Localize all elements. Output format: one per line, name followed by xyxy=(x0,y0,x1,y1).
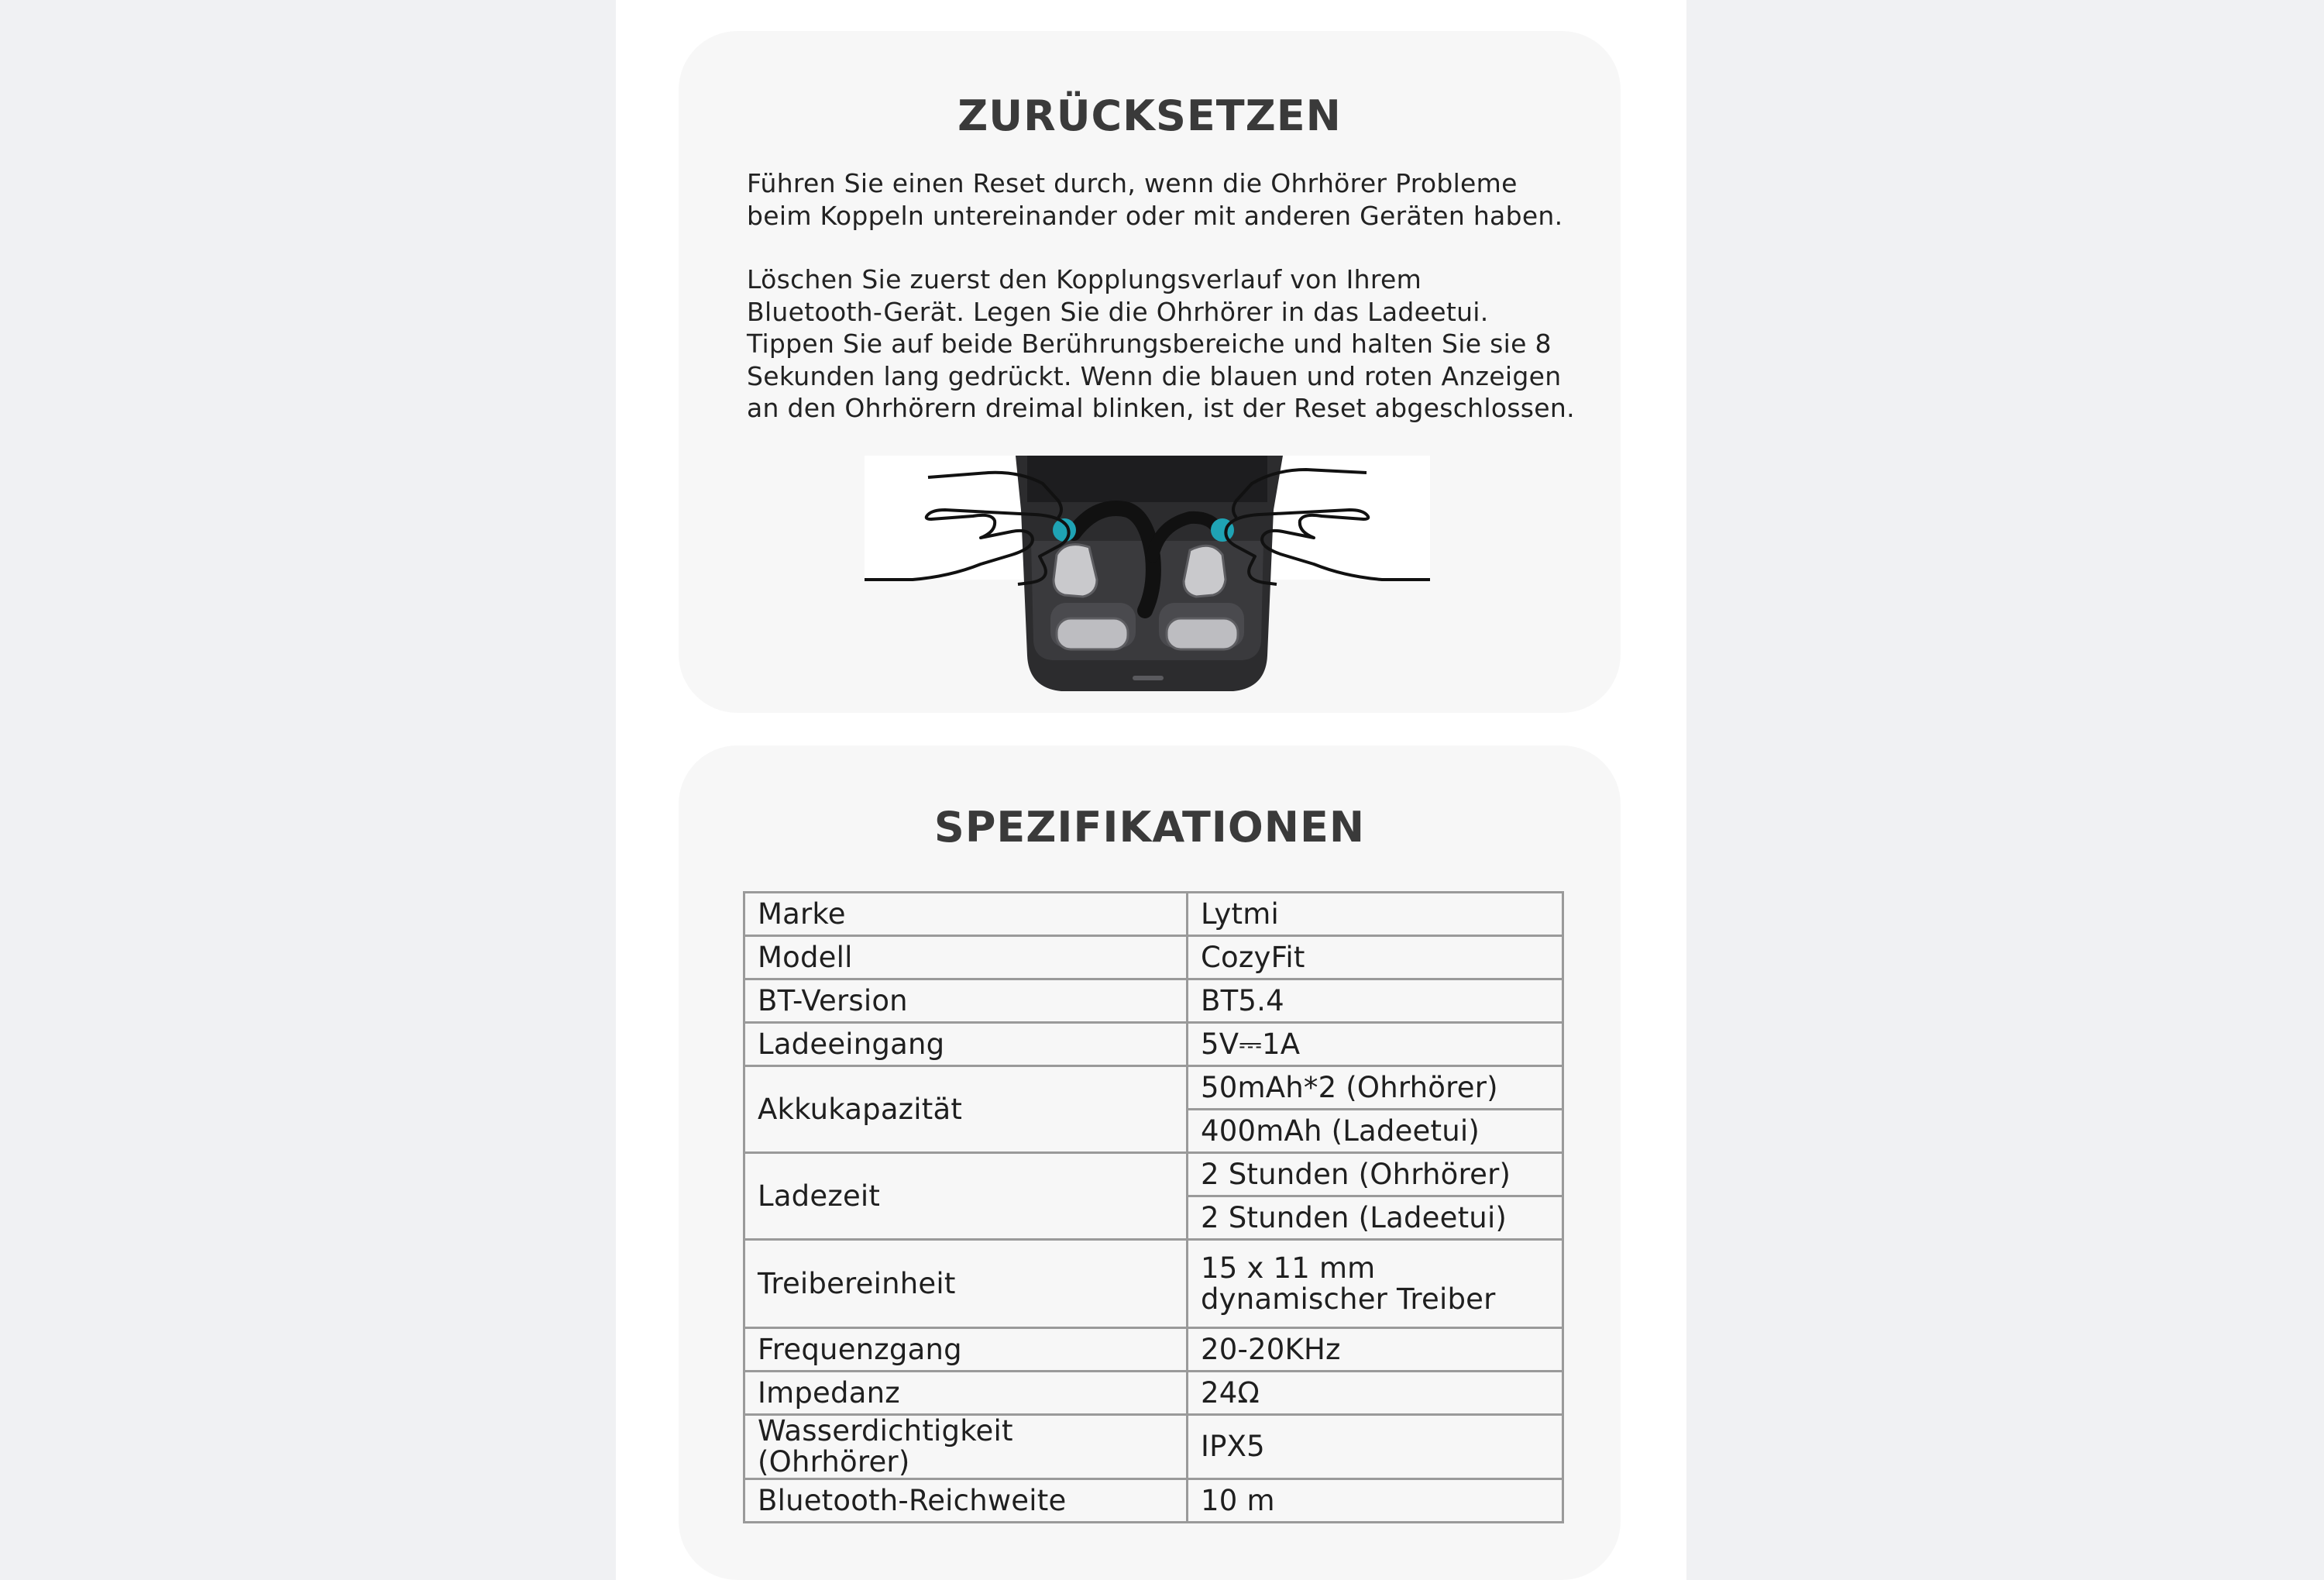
spec-value: 10 m xyxy=(1188,1479,1563,1523)
spec-label: Ladezeit xyxy=(744,1153,1188,1240)
spec-value: 15 x 11 mm dynamischer Treiber xyxy=(1188,1240,1563,1328)
spec-label: Wasserdichtigkeit (Ohrhörer) xyxy=(744,1415,1188,1479)
table-row xyxy=(744,936,1563,979)
spec-value: CozyFit xyxy=(1188,936,1563,979)
table-row xyxy=(744,1153,1563,1196)
table-row xyxy=(744,1372,1563,1415)
spec-label: Akkukapazität xyxy=(744,1066,1188,1153)
table-row xyxy=(744,1066,1563,1110)
reset-title: ZURÜCKSETZEN xyxy=(957,91,1342,140)
spec-value: 20-20KHz xyxy=(1188,1328,1563,1372)
page xyxy=(616,0,1686,1580)
spec-value: IPX5 xyxy=(1188,1415,1563,1479)
spec-label: BT-Version xyxy=(744,979,1188,1023)
spec-label: Bluetooth-Reichweite xyxy=(744,1479,1188,1523)
spec-value: 50mAh*2 (Ohrhörer) xyxy=(1188,1066,1563,1110)
spec-value: BT5.4 xyxy=(1188,979,1563,1023)
spec-label: Modell xyxy=(744,936,1188,979)
table-row xyxy=(744,1240,1563,1328)
spec-value: 2 Stunden (Ladeetui) xyxy=(1188,1196,1563,1240)
spec-value: 24Ω xyxy=(1188,1372,1563,1415)
specs-table xyxy=(743,891,1564,1523)
specs-card xyxy=(679,745,1621,1580)
specs-title: SPEZIFIKATIONEN xyxy=(933,803,1366,852)
table-row xyxy=(744,893,1563,936)
reset-card xyxy=(679,31,1621,713)
table-row xyxy=(744,979,1563,1023)
spec-label: Treibereinheit xyxy=(744,1240,1188,1328)
table-row xyxy=(744,1328,1563,1372)
table-row xyxy=(744,1479,1563,1523)
spec-label: Marke xyxy=(744,893,1188,936)
earbuds-case-reset-illustration-icon xyxy=(865,456,1430,697)
spec-value: 5V⎓1A xyxy=(1188,1023,1563,1066)
reset-intro-text: Führen Sie einen Reset durch, wenn die Ohrhörer Probleme beim Koppeln untereinander oder mit anderen Geräten haben. xyxy=(747,168,1563,231)
spec-value: Lytmi xyxy=(1188,893,1563,936)
spec-label: Impedanz xyxy=(744,1372,1188,1415)
table-row xyxy=(744,1023,1563,1066)
reset-instructions-text: Löschen Sie zuerst den Kopplungsverlauf von Ihrem Bluetooth-Gerät. Legen Sie die Ohrhörer in das Ladeetui. Tippen Sie auf beide Berührungsbereiche und halten Sie sie 8 Sekunden lang gedrückt. Wenn die blauen und roten Anzeigen an den Ohrhörern dreimal blinken, ist der Reset abgeschlossen. xyxy=(747,264,1575,423)
table-row xyxy=(744,1415,1563,1479)
spec-label: Ladeeingang xyxy=(744,1023,1188,1066)
spec-value: 2 Stunden (Ohrhörer) xyxy=(1188,1153,1563,1196)
spec-value: 400mAh (Ladeetui) xyxy=(1188,1110,1563,1153)
spec-label: Frequenzgang xyxy=(744,1328,1188,1372)
